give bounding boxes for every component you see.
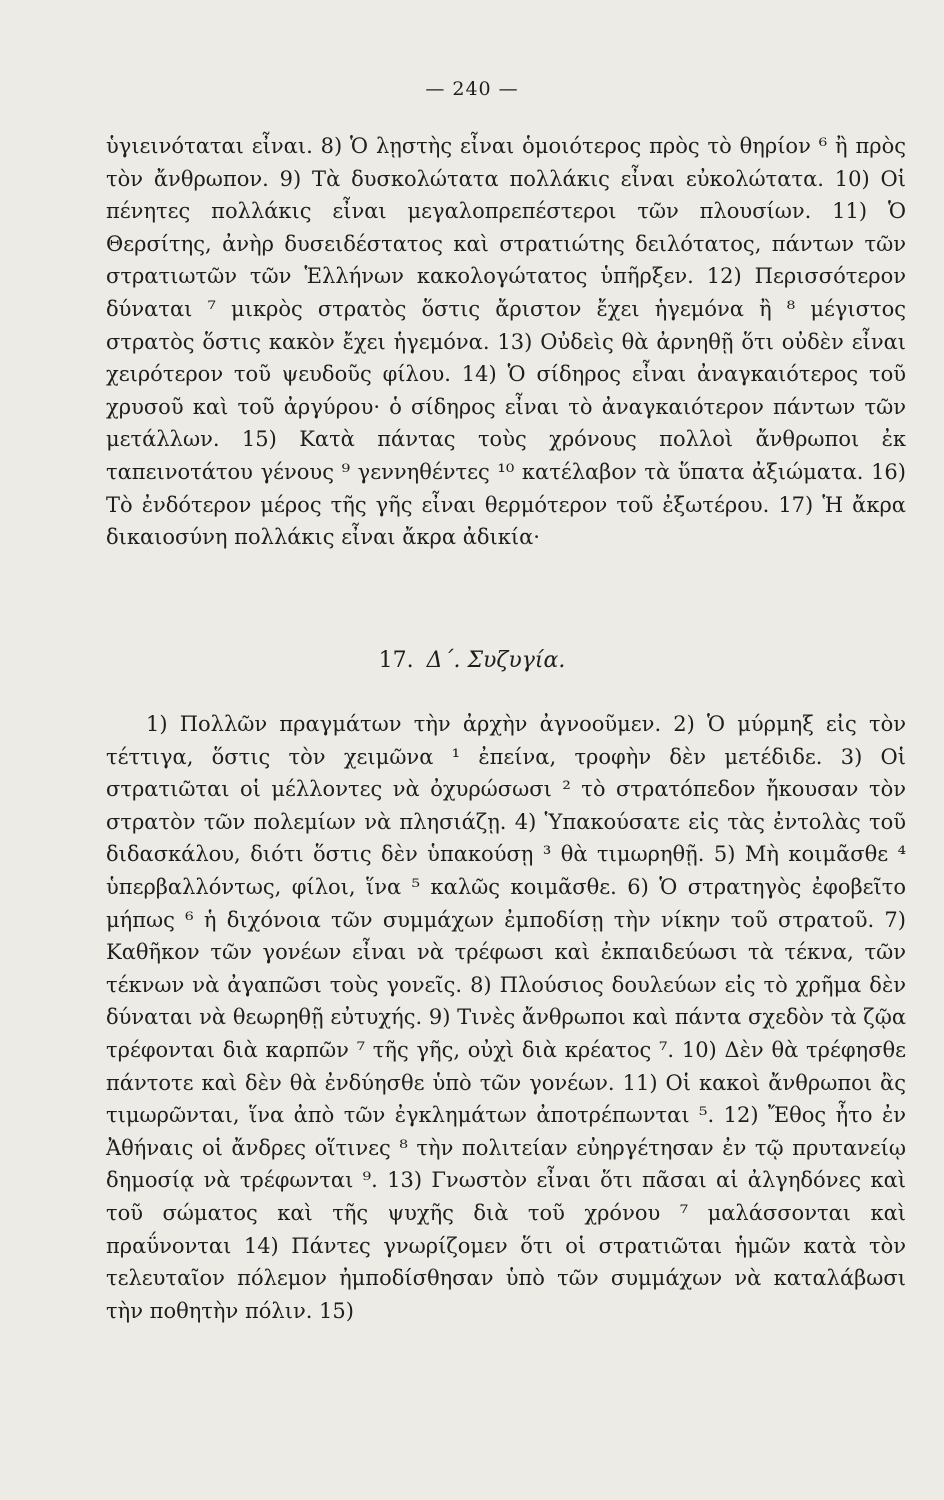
paragraph: ὑγιεινόταται εἶναι. 8) Ὁ λῃστὴς εἶναι ὁμοιότερος πρὸς τὸ θηρίον ⁶ ἢ πρὸς τὸν ἄνθρωπον. 9) Τὰ δυσκολώτατα πολλάκις εἶναι εὐκολώτατα. 10) Οἱ πένητες πολλάκις εἶναι μεγαλοπρεπέστεροι τῶν πλουσίων. 11) Ὁ Θερσίτης, ἀνὴρ δυσειδέστατος καὶ στρατιώτης δειλότατος, πάντων τῶν στρατιωτῶν τῶν Ἑλλήνων κακολογώτατος ὑπῆρξεν. 12) Περισσότερον δύναται ⁷ μικρὸς στρατὸς ὅστις ἄριστον ἔχει ἡγεμόνα ἢ ⁸ μέγιστος στρατὸς ὅστις κακὸν ἔχει ἡγεμόνα. 13) Οὐδεὶς θὰ ἀρνηθῇ ὅτι οὐδὲν εἶναι χειρότερον τοῦ ψευδοῦς φίλου. 14) Ὁ σίδηρος εἶναι ἀναγκαιότερος τοῦ χρυσοῦ καὶ τοῦ ἀργύρου· ὁ σίδηρος εἶναι τὸ ἀναγκαιότερον πάντων τῶν μετάλλων. 15) Κατὰ πάντας τοὺς χρόνους πολλοὶ ἄνθρωποι ἐκ ταπεινοτάτου γένους ⁹ γεννηθέντες ¹⁰ κατέλαβον τὰ ὕπατα ἀξιώματα. 16) Τὸ ἐνδότερον μέρος τῆς γῆς εἶναι θερμότερον τοῦ ἐξωτέρου. 17) Ἡ ἄκρα δικαιοσύνη πολλάκις εἶναι ἄκρα ἀδικία· — [106, 134, 906, 550]
text-block-bottom — [106, 708, 906, 1327]
page-number: — 240 — — [425, 78, 519, 100]
text-block-top — [106, 130, 906, 554]
section-heading — [0, 648, 944, 673]
paragraph: 1) Πολλῶν πραγμάτων τὴν ἀρχὴν ἀγνοοῦμεν. 2) Ὁ μύρμηξ εἰς τὸν τέττιγα, ὅστις τὸν χειμῶνα ¹ ἐπείνα, τροφὴν δὲν μετέδιδε. 3) Οἱ στρατιῶται οἱ μέλλοντες νὰ ὀχυρώσωσι ² τὸ στρατόπεδον ἤκουσαν τὸν στρατὸν τῶν πολεμίων νὰ πλησιάζῃ. 4) Ὑπακούσατε εἰς τὰς ἐντολὰς τοῦ διδασκάλου, διότι ὅστις δὲν ὑπακούσῃ ³ θὰ τιμωρηθῇ. 5) Μὴ κοιμᾶσθε ⁴ ὑπερβαλλόντως, φίλοι, ἵνα ⁵ καλῶς κοιμᾶσθε. 6) Ὁ στρατηγὸς ἐφοβεῖτο μήπως ⁶ ἡ διχόνοια τῶν συμμάχων ἐμποδίσῃ τὴν νίκην τοῦ στρατοῦ. 7) Καθῆκον τῶν γονέων εἶναι νὰ τρέφωσι καὶ ἐκπαιδεύωσι τὰ τέκνα, τῶν τέκνων νὰ ἀγαπῶσι τοὺς γονεῖς. 8) Πλούσιος δουλεύων εἰς τὸ χρῆμα δὲν δύναται νὰ θεωρηθῇ εὐτυχής. 9) Τινὲς ἄνθρωποι καὶ πάντα σχεδὸν τὰ ζῷα τρέφονται διὰ καρπῶν ⁷ τῆς γῆς, οὐχὶ διὰ κρέατος ⁷. 10) Δὲν θὰ τρέφησθε πάντοτε καὶ δὲν θὰ ἐνδύησθε ὑπὸ τῶν γονέων. 11) Οἱ κακοὶ ἄνθρωποι ἂς τιμωρῶνται, ἵνα ἀπὸ τῶν ἐγκλημάτων ἀποτρέπωνται ⁵. 12) Ἔθος ἦτο ἐν Ἀθήναις οἱ ἄνδρες οἵτινες ⁸ τὴν πολιτείαν εὐηργέτησαν ἐν τῷ πρυτανείῳ δημοσίᾳ νὰ τρέφωνται ⁹. 13) Γνωστὸν εἶναι ὅτι πᾶσαι αἱ ἀλγηδόνες καὶ τοῦ σώματος καὶ τῆς ψυχῆς διὰ τοῦ χρόνου ⁷ μαλάσσονται καὶ πραΰνονται 14) Πάντες γνωρίζομεν ὅτι οἱ στρατιῶται ἡμῶν κατὰ τὸν τελευταῖον πόλεμον ἠμποδίσθησαν ὑπὸ τῶν συμμάχων νὰ καταλάβωσι τὴν ποθητὴν πόλιν. 15) — [106, 712, 906, 1323]
section-title: Δ΄. Συζυγία. — [426, 648, 566, 673]
section-number: 17. — [378, 648, 414, 673]
